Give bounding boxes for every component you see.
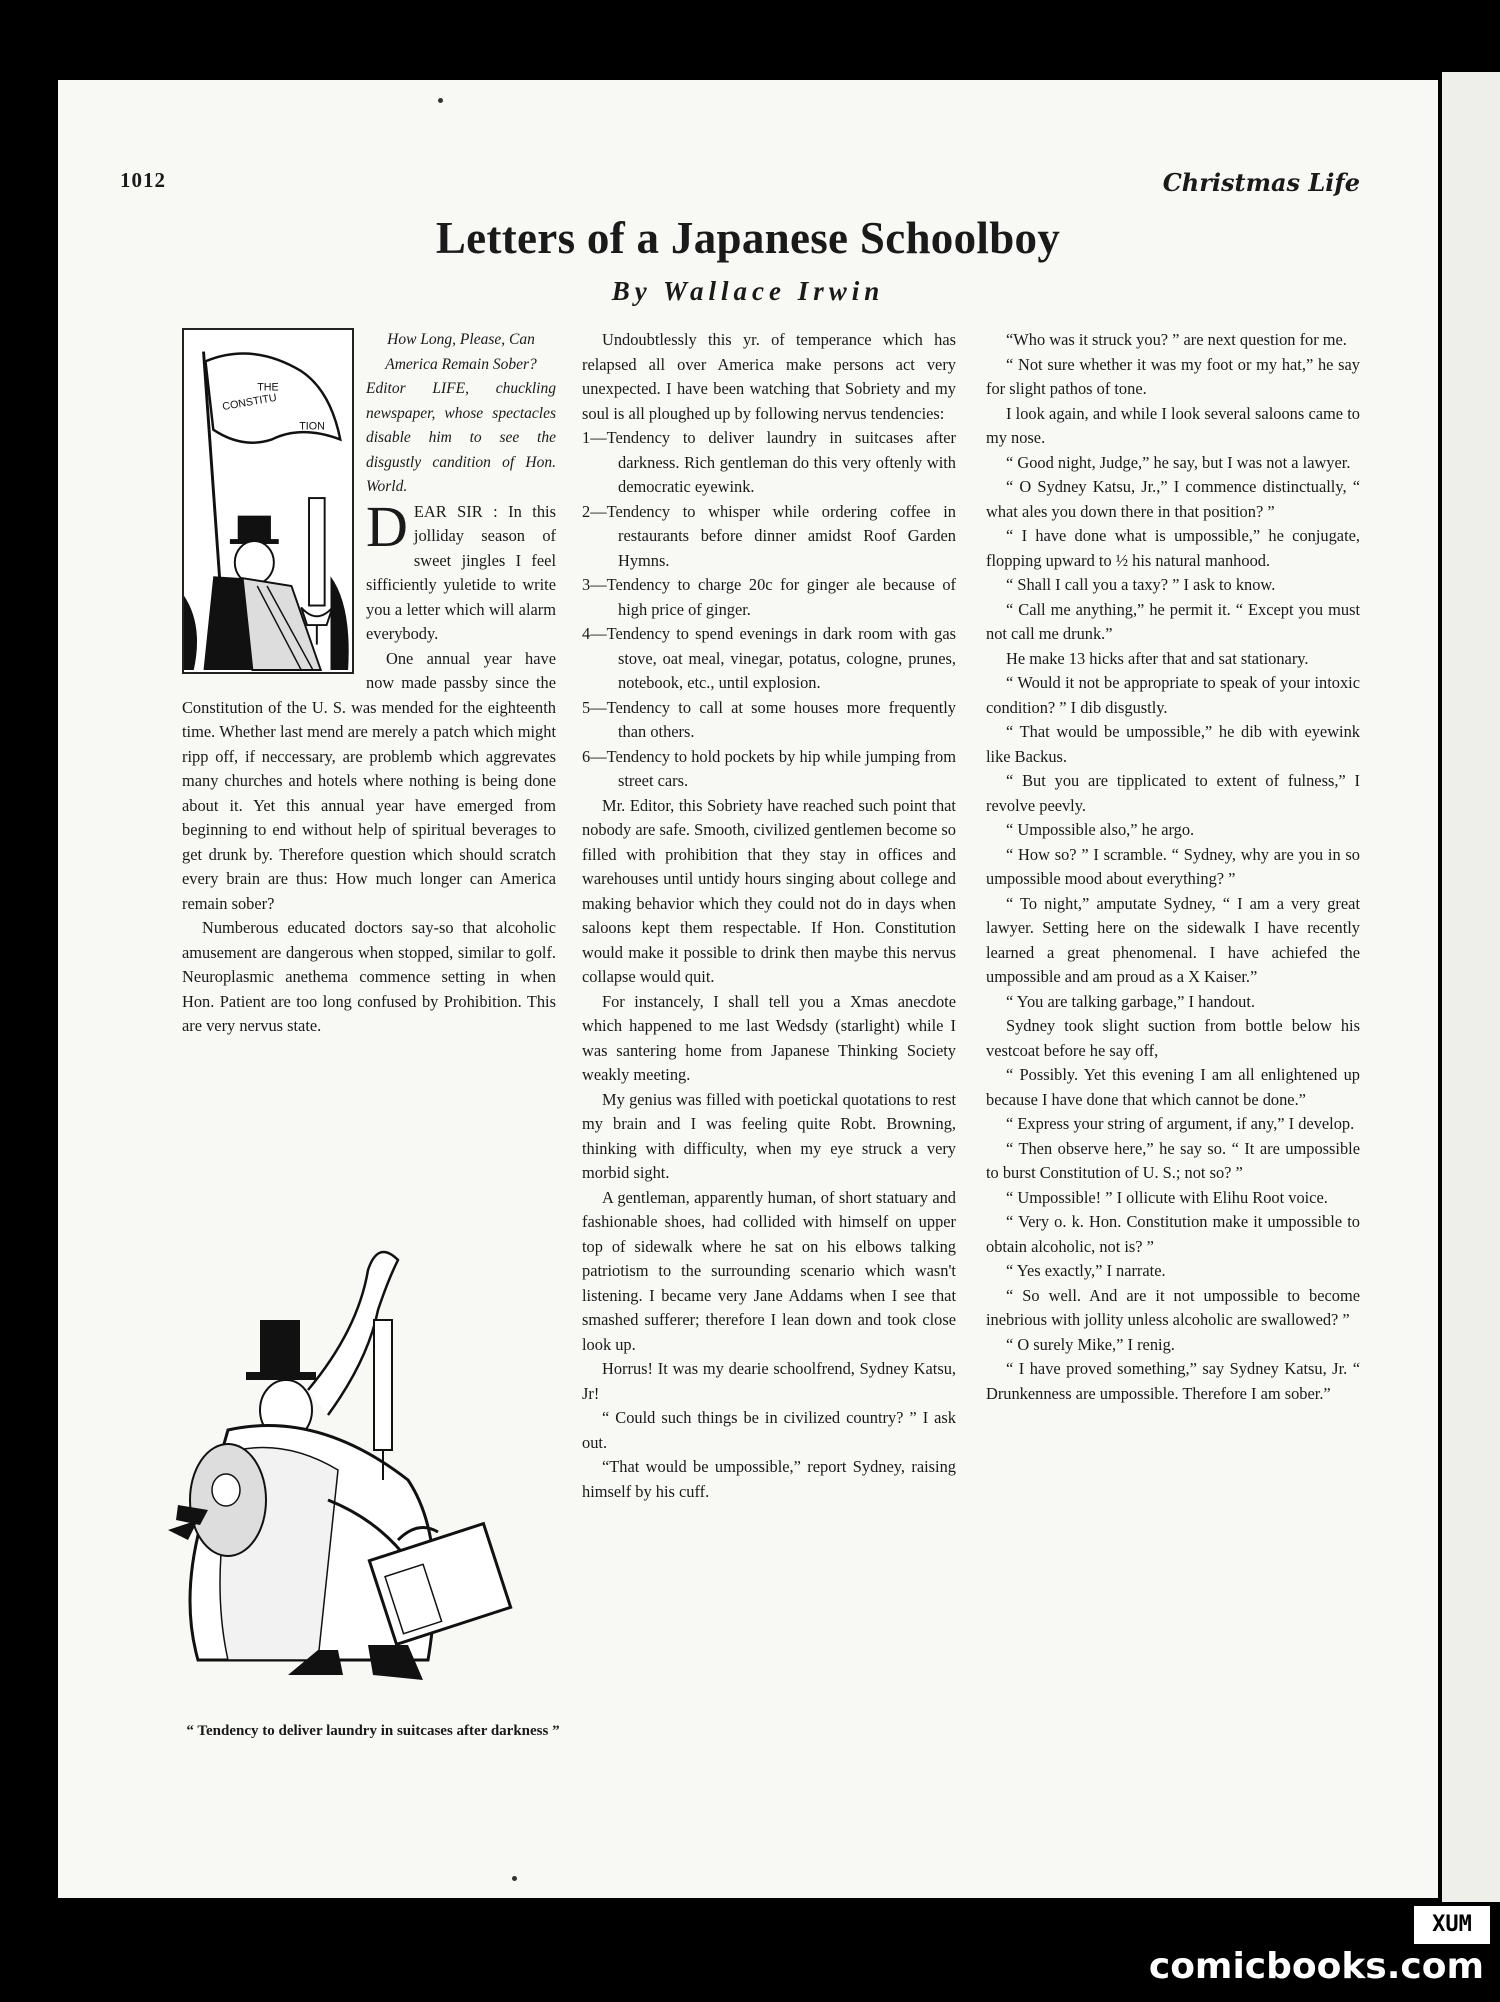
tendency-item: 1—Tendency to deliver laundry in suitcases after darkness. Rich gentleman do this very oftenly with democratic eyewink. (582, 428, 956, 496)
col2-paragraph: For instancely, I shall tell you a Xmas anecdote which happened to me last Wedsdy (starlight) while I was santering home from Japanese Thinking Society weakly meeting. (582, 991, 956, 1084)
intro-headline: How Long, Please, Can America Remain Sober? (385, 331, 537, 373)
col3-paragraph: He make 13 hicks after that and sat stationary. (1006, 648, 1309, 668)
col3-paragraph: “ Not sure whether it was my foot or my hat,” he say for slight pathos of tone. (986, 354, 1360, 398)
column-3 (986, 328, 1360, 1406)
dropcap: D (366, 493, 408, 559)
column-2 (582, 328, 956, 1504)
column-1 (182, 328, 556, 1039)
running-head: Christmas Life (1162, 168, 1360, 197)
col3-paragraph: Sydney took slight suction from bottle below his vestcoat before he say off, (986, 1016, 1360, 1060)
page-number: 1012 (120, 168, 166, 192)
col3-paragraph: “ Express your string of argument, if any,” I develop. (1006, 1114, 1355, 1133)
col3-paragraph: “ Call me anything,” he permit it. “ Except you must not call me drunk.” (986, 599, 1360, 643)
laundry-suitcase-cartoon (168, 1240, 578, 1680)
col3-paragraph: “ O surely Mike,” I renig. (1006, 1334, 1175, 1354)
page-header (120, 168, 1360, 198)
col3-paragraph: “ Possibly. Yet this evening I am all enlightened up because I have done that which cannot be done.” (986, 1065, 1360, 1109)
svg-text:CONSTITU: CONSTITU (221, 391, 278, 414)
col3-paragraph: “ Then observe here,” he say so. “ It are umpossible to burst Constitution of U. S.; not so? ” (986, 1138, 1360, 1182)
col2-intro: Undoubtlessly this yr. of temperance which has relapsed all over America make persons act very unexpected. I have been watching that Sobriety and my soul is all ploughed up by following nervus tendencies: (582, 330, 956, 423)
watermark-tag: XUM (1414, 1906, 1490, 1944)
col3-paragraph: I look again, and while I look several saloons came to my nose. (986, 403, 1360, 447)
col3-paragraph: “ O Sydney Katsu, Jr.,” I commence distinctually, “ what ales you down there in that position? ” (986, 477, 1360, 521)
tendency-item: 3—Tendency to charge 20c for ginger ale because of high price of ginger. (582, 575, 956, 619)
svg-text:TION: TION (299, 420, 325, 433)
col2-paragraph: “That would be umpossible,” report Sydney, raising himself by his cuff. (582, 1457, 956, 1501)
col3-paragraph: “ Very o. k. Hon. Constitution make it umpossible to obtain alcoholic, not is? ” (986, 1212, 1360, 1256)
article-title: Letters of a Japanese Schoolboy (435, 213, 1061, 263)
col3-paragraph: “ I have done what is umpossible,” he conjugate, flopping upward to ½ his natural manhood. (986, 526, 1360, 570)
col2-paragraph: Horrus! It was my dearie schoolfrend, Sydney Katsu, Jr! (582, 1359, 956, 1403)
tendency-item: 2—Tendency to whisper while ordering coffee in restaurants before dinner amidst Roof Garden Hymns. (582, 501, 956, 570)
col3-paragraph: “ So well. And are it not umpossible to become inebrious with jollity unless alcoholic are swallowed? ” (986, 1285, 1360, 1329)
intro-editor-note: Editor LIFE, chuckling newspaper, whose spectacles disable him to see the disgustly candition of Hon. World. (366, 380, 556, 495)
print-speck (438, 98, 443, 103)
tendency-item: 5—Tendency to call at some houses more frequently than others. (582, 697, 956, 741)
flag-label: THE (257, 381, 279, 394)
col2-paragraph: A gentleman, apparently human, of short statuary and fashionable shoes, had collided with himself on upper top of sidewalk where he sat on his elbows talking patriotism to the surrounding scenario which wasn't listening. I became very Jane Addams when I see that smashed sufferer; therefore I lean down and took close look up. (582, 1187, 956, 1354)
col2-paragraph: My genius was filled with poetickal quotations to rest my brain and I was feeling quite Robt. Browning, thinking with difficulty, when my eye struck a very morbid sight. (582, 1089, 956, 1182)
col1-paragraph: Numberous educated doctors say-so that alcoholic amusement are dangerous when stopped, similar to golf. Neuroplasmic anethema commence setting in when Hon. Patient are too long confused by Prohibition. This are very nervus state. (182, 918, 556, 1035)
col3-paragraph: “ That would be umpossible,” he dib with eyewink like Backus. (986, 722, 1360, 766)
col2-paragraph: Mr. Editor, this Sobriety have reached such point that nobody are safe. Smooth, civilized gentlemen become so filled with prohibition that they stay in offices and warehouses until untidy hours singing about college and making behavior which they could not do in days when saloons kept them respectable. If Hon. Constitution would make it possible to drink then maybe this nervus collapse would quit. (582, 795, 956, 986)
col3-paragraph: “Who was it struck you? ” are next question for me. (1006, 330, 1347, 349)
adjacent-page-edge (1442, 72, 1500, 1902)
col3-paragraph: “ But you are tipplicated to extent of fulness,” I revolve peevly. (986, 771, 1360, 815)
col3-paragraph: “ To night,” amputate Sydney, “ I am a very great lawyer. Setting here on the sidewalk I have recently learned a great phenomenal. I have achiefed the umpossible and am proud as a X Kaiser.” (986, 893, 1360, 986)
tendency-item: 6—Tendency to hold pockets by hip while jumping from street cars. (582, 746, 956, 790)
watermark-site: comicbooks.com (1148, 1946, 1484, 1987)
col3-paragraph: “ Good night, Judge,” he say, but I was not a lawyer. (1006, 452, 1351, 472)
col3-paragraph: “ You are talking garbage,” I handout. (1006, 991, 1255, 1011)
salutation-text: EAR SIR : In this jolliday season of sweet jingles I feel sifficiently yuletide to write you a letter which will alarm everybody. (366, 501, 556, 643)
constitution-flag-cartoon (182, 328, 354, 674)
col3-paragraph: “ Would it not be appropriate to speak of your intoxic condition? ” I dib disgustly. (986, 673, 1360, 717)
tendency-item: 4—Tendency to spend evenings in dark room with gas stove, oat meal, vinegar, potatus, cologne, prunes, notebook, etc., until explosion. (582, 624, 956, 692)
cartoon-caption: “ Tendency to deliver laundry in suitcases after darkness ” (186, 1723, 560, 1739)
print-speck (512, 1876, 517, 1881)
col3-paragraph: “ Umpossible also,” he argo. (1006, 820, 1195, 839)
col3-paragraph: “ I have proved something,” say Sydney Katsu, Jr. “ Drunkenness are umpossible. Therefore I am sober.” (986, 1359, 1360, 1403)
col1-paragraph: One annual year have now made passby since the Constitution of the U. S. was mended for the eighteenth time. Whether last mend are merely a patch which might ripp off, if neccessary, are problemb which aggrevates many churches and hotels where nothing is being done about it. Yet this annual year have emerged from beginning to end without help of spiritual beverages to get drunk by. Therefore question which should scratch every brain are thus: How much longer can America remain sober? (182, 648, 556, 913)
col2-paragraph: “ Could such things be in civilized country? ” I ask out. (582, 1408, 956, 1452)
col3-paragraph: “ Yes exactly,” I narrate. (1006, 1261, 1166, 1280)
col3-paragraph: “ How so? ” I scramble. “ Sydney, why are you in so umpossible mood about everything? ” (986, 844, 1360, 888)
col3-paragraph: “ Umpossible! ” I ollicute with Elihu Root voice. (1006, 1187, 1328, 1207)
article-byline: By Wallace Irwin (611, 276, 885, 306)
col3-paragraph: “ Shall I call you a taxy? ” I ask to know. (1006, 575, 1276, 594)
